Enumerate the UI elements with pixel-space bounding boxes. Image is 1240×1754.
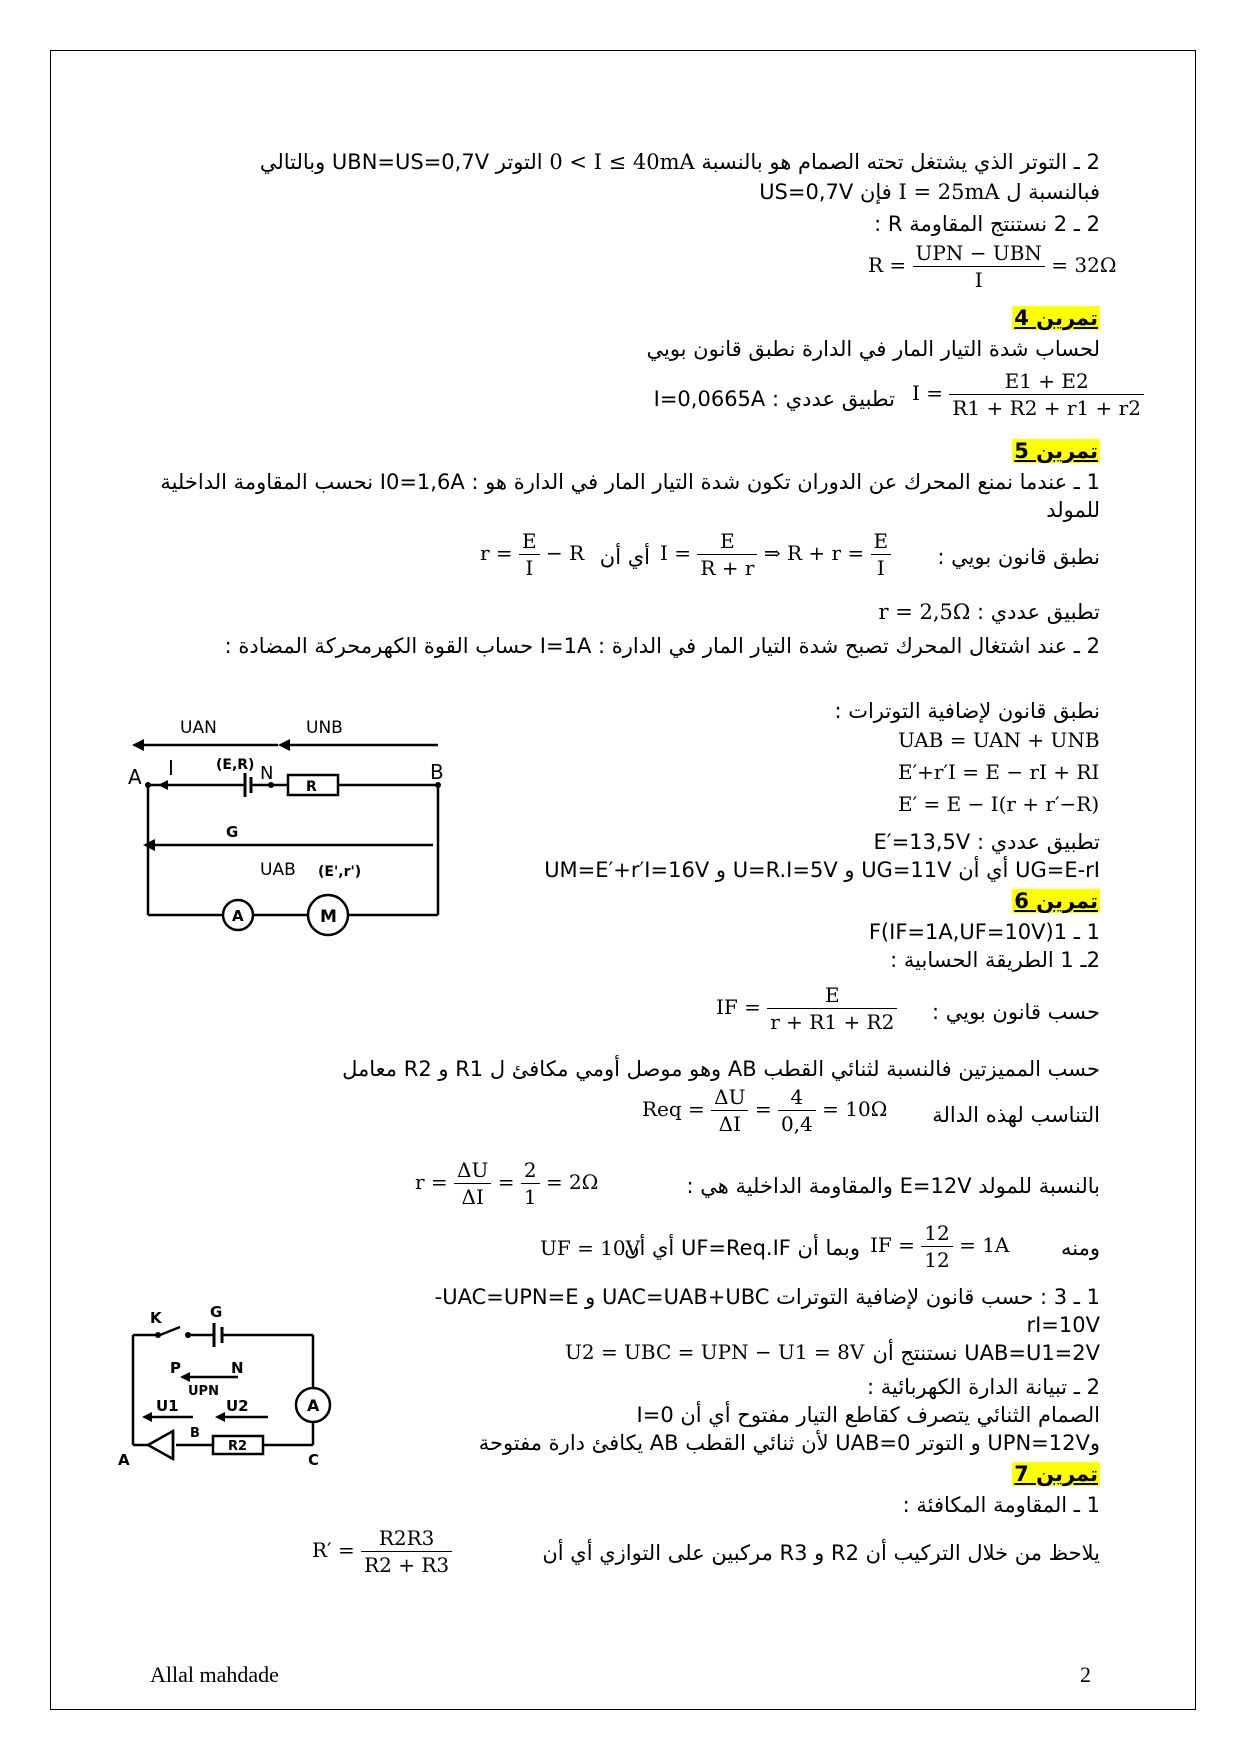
label-a: A xyxy=(118,1451,130,1469)
ex5-line4: UG=E-rI أي أن UG=11V و U=R.I=5V و UM=E′+r′I=16V xyxy=(544,858,1100,882)
arrowhead-unb xyxy=(278,739,290,751)
label-r2: R2 xyxy=(228,1439,248,1454)
label-ammeter: A xyxy=(232,907,244,925)
label-u2: U2 xyxy=(226,1397,249,1415)
label-er: (E,R) xyxy=(216,757,255,773)
ex6-u2: U2 = UBC = UPN − U1 = 8V xyxy=(565,1340,865,1364)
label-c: C xyxy=(308,1451,320,1469)
ex7-line1: 1 ـ المقاومة المكافئة : xyxy=(902,1493,1100,1517)
ex6-line4: التناسب لهذه الدالة xyxy=(932,1103,1100,1127)
label-unb: UNB xyxy=(306,718,343,738)
ex3-line3: 2 ـ 2 نستنتج المقاومة R : xyxy=(874,212,1100,236)
ex5-app: تطبيق عددي : r = 2,5Ω xyxy=(878,600,1100,624)
ex6-title: تمرين 6 xyxy=(1014,889,1098,913)
arrowhead-upn xyxy=(180,1372,190,1382)
arrowhead-uan xyxy=(132,739,144,751)
arrowhead-u1 xyxy=(142,1412,152,1422)
ex6-formula-if2: IF = $\frac{12}{12}$ = 1A xyxy=(870,1221,1010,1272)
label-r: R xyxy=(306,779,317,795)
ex6-line2: 2ـ 1 الطريقة الحسابية : xyxy=(890,948,1100,972)
ex6-formula-req: Req = $\frac{\Delta U}{\Delta I}$ = $\frac{4}{0,4}$ = 10Ω xyxy=(642,1085,888,1136)
ex6-formula-r: r = $\frac{\Delta U}{\Delta I}$ = $\frac{2}{1}$ = 2Ω xyxy=(415,1158,599,1209)
label-uab: UAB xyxy=(260,860,296,880)
label-upn: UPN xyxy=(188,1384,219,1399)
ex6-uf: UF = 10V xyxy=(540,1236,641,1260)
ex3-formula-r: R = $\frac{\text{UPN − UBN}}{I}$ = 32Ω xyxy=(868,241,1117,292)
ex6-line12: وUPN=12V و التوتر UAB=0 لأن ثنائي القطب AB يكافئ دارة مفتوحة xyxy=(478,1431,1100,1455)
ex6-line5: بالنسبة للمولد E=12V والمقاومة الداخلية هي : xyxy=(686,1174,1100,1198)
arrowhead-i xyxy=(158,780,168,790)
ex3-line1: 2 ـ التوتر الذي يشتغل تحته الصمام هو بالنسبة 0 < I ≤ 40mA التوتر UBN=US=0,7V وبالتالي xyxy=(259,150,1100,174)
ex6-line10: 2 ـ تبيانة الدارة الكهربائية : xyxy=(866,1375,1100,1399)
ex5-pouillet: نطبق قانون بويي : xyxy=(937,545,1100,569)
ex4-formula-i: I = $\frac{E1 + E2}{R1 + R2 + r1 + r2}$ xyxy=(912,368,1144,421)
ex6-line6a: ومنه xyxy=(1061,1236,1100,1260)
ex5-formula-1: I = $\frac{E}{R + r}$ ⇒ R + r = $\frac{E}{I}$ xyxy=(660,528,891,581)
ex5-formula-2: r = $\frac{E}{I}$ − R xyxy=(480,529,585,580)
footer-page-number: 2 xyxy=(1080,1662,1091,1687)
ex5-eq-a: UAB = UAN + UNB xyxy=(898,728,1100,752)
label-k: K xyxy=(150,1309,162,1327)
node-a xyxy=(145,782,151,788)
ex6-pouillet: حسب قانون بويي : xyxy=(931,1000,1100,1024)
label-n: N xyxy=(231,1359,244,1377)
switch-contact-1 xyxy=(155,1332,161,1338)
circuit-diagram-2 xyxy=(118,1305,383,1470)
ex6-line3: حسب المميزتين فالنسبة لثنائي القطب AB وهو موصل أومي مكافئ ل R1 و R2 معامل xyxy=(342,1057,1100,1081)
ex5-title: تمرين 5 xyxy=(1014,439,1098,463)
ex5-line1: 1 ـ عندما نمنع المحرك عن الدوران تكون شدة التيار المار في الدارة هو : I0=1,6A نحسب المقاومة الداخلية للمولد xyxy=(160,470,1100,522)
circuit-diagram-1 xyxy=(128,705,458,950)
arrowhead-u2 xyxy=(215,1412,225,1422)
switch-k xyxy=(160,1327,180,1335)
label-p: P xyxy=(170,1359,181,1377)
ex6-line7: 1 ـ 3 : حسب قانون لإضافية التوترات UAC=UAB+UBC و UAC=UPN=E- xyxy=(434,1285,1100,1309)
ex6-line11: الصمام الثنائي يتصرف كقاطع التيار مفتوح أي أن I=0 xyxy=(636,1403,1100,1427)
ex7-line2: يلاحظ من خلال التركيب أن R2 و R3 مركبين على التوازي أي أن xyxy=(542,1541,1100,1565)
label-u1: U1 xyxy=(156,1397,179,1415)
label-n: N xyxy=(260,763,274,784)
ex4-title: تمرين 4 xyxy=(1014,306,1098,330)
footer-author: Allal mahdade xyxy=(150,1662,279,1687)
ex5-eq-c: E′ = E − I(r + r′−R) xyxy=(898,792,1100,816)
label-er2: (E',r') xyxy=(318,864,362,880)
label-a: A xyxy=(128,765,142,789)
label-g: G xyxy=(210,1305,223,1321)
ex5-line2: 2 ـ عند اشتغال المحرك تصبح شدة التيار المار في الدارة : I=1A حساب القوة الكهرمحركة المضادة : xyxy=(224,634,1100,658)
ex6-line1: 1 ـ 1(IF=1A,UF=10V)F xyxy=(868,920,1100,944)
ex3-line2: فبالنسبة ل I = 25mA فإن US=0,7V xyxy=(759,180,1100,204)
label-b: B xyxy=(190,1426,200,1441)
ex5-line3: نطبق قانون لإضافية التوترات : xyxy=(834,699,1100,723)
ex4-line1: لحساب شدة التيار المار في الدارة نطبق قانون بويي xyxy=(646,337,1100,361)
ex6-line9a: UAB=U1=2V نستنتج أن xyxy=(872,1341,1100,1365)
label-motor: M xyxy=(320,907,337,927)
ex6-line8: rI=10V xyxy=(1026,1313,1100,1337)
ex6-line6b: وبما أن UF=Req.IF أي أن xyxy=(624,1236,860,1260)
label-g: G xyxy=(226,823,239,841)
diode xyxy=(148,1431,173,1459)
label-ammeter: A xyxy=(307,1396,320,1415)
label-b: B xyxy=(430,760,444,784)
ex5-eq-b: E′+r′I = E − rI + RI xyxy=(898,760,1100,784)
ex7-title: تمرين 7 xyxy=(1014,1462,1098,1486)
ex7-formula: R′ = $\frac{R2R3}{R2 + R3}$ xyxy=(312,1525,452,1578)
ex5-app2: تطبيق عددي : E′=13,5V xyxy=(873,830,1100,854)
ex6-formula-if: IF = $\frac{E}{r + R1 + R2}$ xyxy=(716,982,897,1035)
switch-contact-2 xyxy=(185,1332,191,1338)
label-uan: UAN xyxy=(180,718,217,738)
ex5-ai-an: أي أن xyxy=(599,545,650,569)
ex4-app: تطبيق عددي : I=0,0665A xyxy=(653,387,895,411)
label-i: I xyxy=(168,756,174,780)
